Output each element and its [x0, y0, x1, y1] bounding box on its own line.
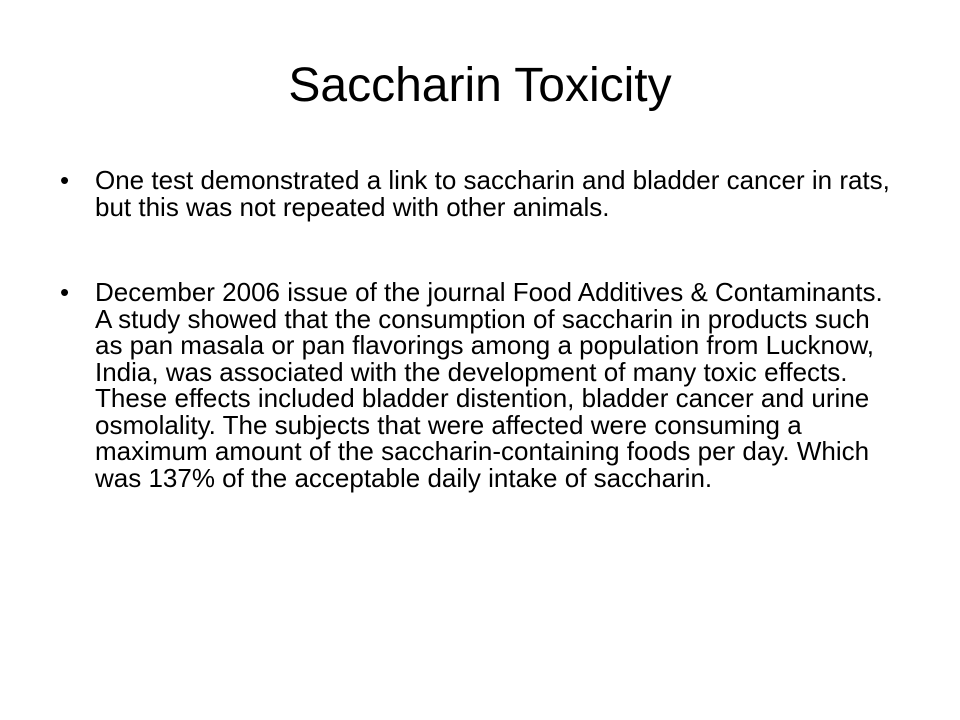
bullet-text: One test demonstrated a link to saccharin and bladder cancer in rats, but this was not repeated with other animals.: [95, 165, 890, 222]
bullet-dot-icon: •: [60, 165, 70, 195]
bullet-item-2: [58, 279, 898, 491]
bullet-dot-icon: •: [60, 277, 70, 307]
bullet-list: [58, 167, 898, 491]
slide-title: Saccharin Toxicity: [288, 59, 672, 112]
bullet-item-1: [58, 167, 898, 220]
bullet-text: December 2006 issue of the journal Food Additives & Contaminants. A study showed that the consumption of saccharin in products such as pan masala or pan flavorings among a population from Lucknow, India, was associated with the development of many toxic effects. These effects included bladder distention, bladder cancer and urine osmolality. The subjects that were affected were consuming a maximum amount of the saccharin-containing foods per day. Which was 137% of the acceptable daily intake of saccharin.: [95, 277, 883, 493]
